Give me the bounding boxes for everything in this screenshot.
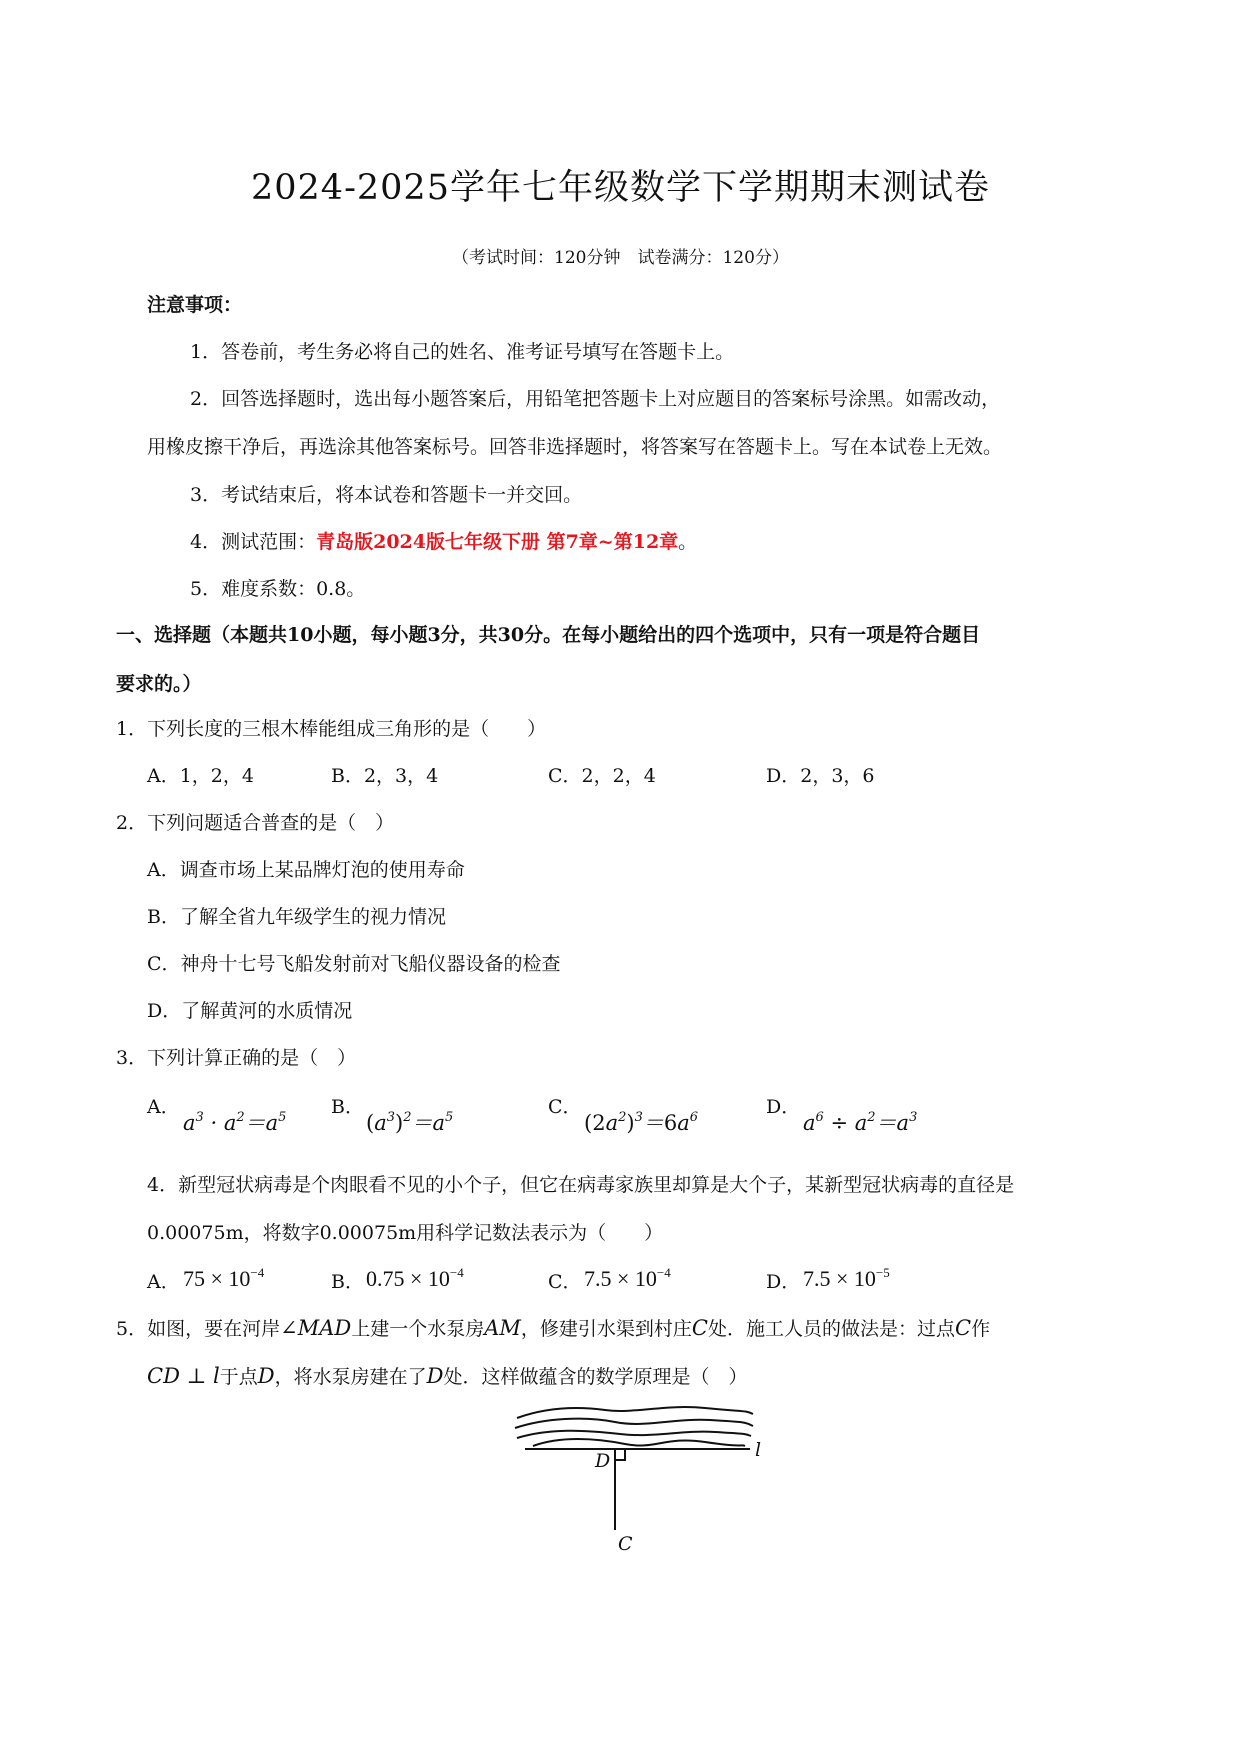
q4-option-b-label: B． [331,1271,364,1293]
q1-option-a: A．1，2，4 [147,765,254,787]
label-d: D [595,1450,611,1472]
q4-option-d-formula: $7.5 \times 10^{-5}$ [803,1265,890,1291]
label-c: C [618,1533,633,1555]
q4-option-d-label: D． [766,1271,801,1293]
q5-d-2: D [426,1364,444,1388]
q3-option-a-label: A． [147,1096,180,1118]
q5-text-a: 5．如图，要在河岸 [116,1318,281,1340]
exam-info: （考试时间：120分钟 试卷满分：120分） [452,248,789,268]
section1-heading-line1: 一、选择题（本题共10小题，每小题3分，共30分。在每小题给出的四个选项中，只有一项是符合题目 [116,624,981,646]
river-wave-1 [517,1407,753,1418]
q2-stem: 2．下列问题适合普查的是（ ） [116,812,395,834]
q4-option-b-formula: $0.75 \times 10^{-4}$ [366,1265,464,1291]
river-wave-3 [517,1431,751,1438]
q4-option-a-formula: $75 \times 10^{-4}$ [183,1265,265,1291]
q5-text-c: ，修建引水渠到村庄 [520,1318,692,1340]
q3-stem: 3．下列计算正确的是（ ） [116,1047,357,1069]
test-range: 青岛版2024版七年级下册 第7章~第12章 [316,531,679,553]
q5-river-figure [505,1400,785,1560]
q5-stem-line2 [147,1362,747,1389]
q1-option-b: B．2，3，4 [331,765,439,787]
q3-option-b-label: B． [331,1096,364,1118]
q5-text-e: 作 [971,1318,991,1340]
notice-item-2-line2: 用橡皮擦干净后，再选涂其他答案标号。回答非选择题时，将答案写在答题卡上。写在本试卷上无效。 [147,436,1003,458]
q1-option-d: D．2，3，6 [766,765,875,787]
q3-option-b-formula: $(a^3)^2=a^5$ [366,1110,454,1135]
river-wave-4 [533,1439,745,1446]
q2-option-c: C．神舟十七号飞船发射前对飞船仪器设备的检查 [147,953,561,975]
q5-am: AM [484,1316,521,1340]
q5-text-f: 于点 [219,1366,258,1388]
q4-option-c-label: C． [548,1271,582,1293]
q3-option-d-formula: $a^6 \div a^2=a^3$ [803,1110,918,1135]
q1-stem: 1．下列长度的三根木棒能组成三角形的是（ ） [116,718,547,740]
q4-option-c-formula: $7.5 \times 10^{-4}$ [584,1265,671,1291]
q2-option-a: A．调查市场上某品牌灯泡的使用寿命 [147,859,465,881]
q3-option-c-formula: $(2a^2)^3=6a^6$ [584,1110,699,1135]
page-title: 2024-2025学年七年级数学下学期期末测试卷 [251,168,990,208]
q5-angle-mad: ∠MAD [280,1316,352,1340]
label-l: l [755,1439,762,1461]
notice-item-2-line1: 2．回答选择题时，选出每小题答案后，用铅笔把答题卡上对应题目的答案标号涂黑。如需改动， [190,388,1001,410]
q5-text-h: 处．这样做蕴含的数学原理是（ ） [443,1366,748,1388]
q1-option-c: C．2，2，4 [548,765,656,787]
q3-option-a-formula: $a^3 \cdot a^2=a^5$ [183,1110,287,1135]
q5-text-b: 上建一个水泵房 [351,1318,485,1340]
q5-cd-perp-l: CD ⊥ l [147,1364,220,1388]
q2-option-d: D．了解黄河的水质情况 [147,1000,353,1022]
notice-item-3: 3．考试结束后，将本试卷和答题卡一并交回。 [190,484,583,506]
q4-stem-line2: 0.00075m，将数字0.00075m用科学记数法表示为（ ） [147,1222,664,1244]
q5-text-g: ，将水泵房建在了 [274,1366,427,1388]
q5-c: C [691,1316,708,1340]
q4-stem-line1: 4．新型冠状病毒是个肉眼看不见的小个子，但它在病毒家族里却算是大个子，某新型冠状病毒的直径是 [147,1174,1015,1196]
river-wave-2 [515,1419,753,1428]
q5-stem-line1 [116,1314,990,1341]
notice-item-4-suffix: 。 [678,531,698,553]
q4-option-a-label: A． [147,1271,180,1293]
notice-item-5: 5．难度系数：0.8。 [190,578,366,600]
notice-item-1: 1．答卷前，考生务必将自己的姓名、准考证号填写在答题卡上。 [190,341,735,363]
q3-option-d-label: D． [766,1096,801,1118]
notice-item-4 [190,527,697,554]
q5-c-2: C [955,1316,972,1340]
q3-option-c-label: C． [548,1096,582,1118]
right-angle-mark [615,1449,625,1460]
section1-heading-line2: 要求的。） [116,673,202,695]
q2-option-b: B．了解全省九年级学生的视力情况 [147,906,446,928]
notice-item-4-prefix: 4．测试范围： [190,531,317,553]
q5-text-d: 处．施工人员的做法是：过点 [707,1318,955,1340]
notice-heading: 注意事项： [147,294,243,316]
q5-d: D [257,1364,275,1388]
